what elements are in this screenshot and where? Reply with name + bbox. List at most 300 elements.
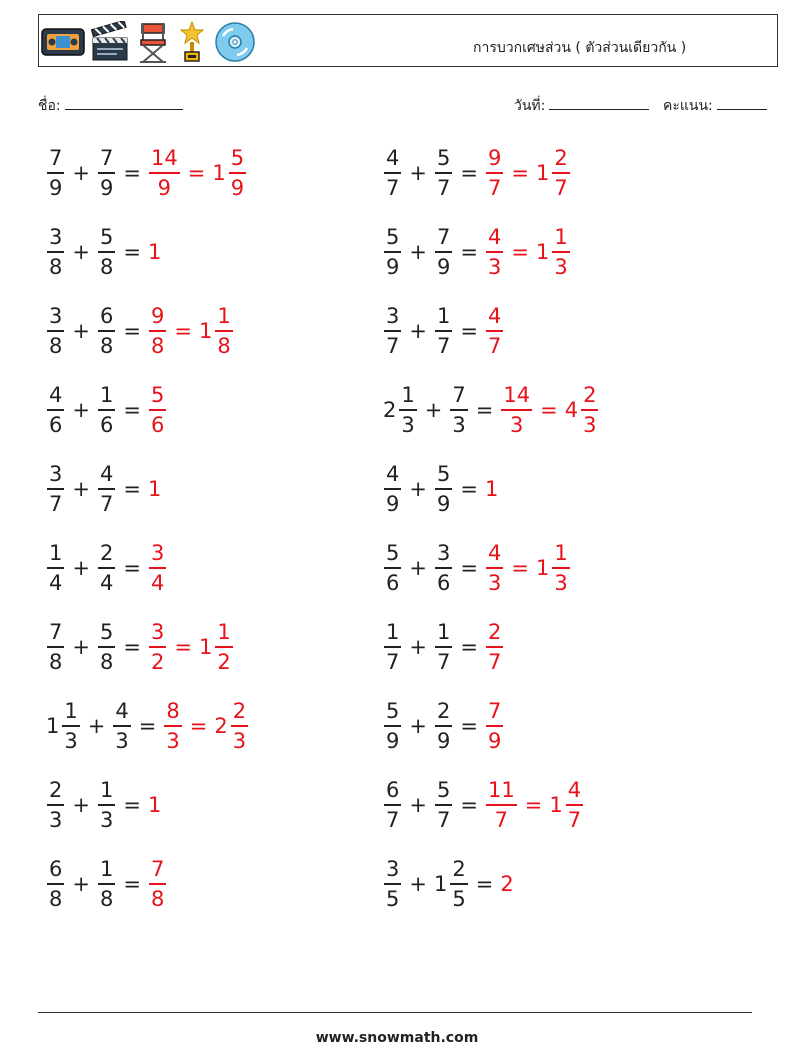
fraction-bar <box>215 646 232 648</box>
mixed-number <box>44 619 67 674</box>
denominator: 2 <box>150 649 165 674</box>
worksheet-header <box>38 14 778 67</box>
equals-sign: = <box>123 872 141 896</box>
fraction-bar <box>435 725 452 727</box>
fraction <box>98 382 115 437</box>
worksheet-title: การบวกเศษส่วน ( ตัวส่วนเดียวกัน ) <box>473 40 687 56</box>
score-blank <box>717 95 767 110</box>
denominator: 9 <box>386 254 400 279</box>
numerator: 1 <box>436 619 451 644</box>
fraction-bar <box>98 488 115 490</box>
fraction <box>47 145 64 200</box>
equals-sign: = <box>475 872 494 896</box>
fraction <box>384 145 401 200</box>
numerator: 1 <box>99 382 114 407</box>
denominator: 7 <box>487 333 502 358</box>
mixed-number <box>534 224 573 279</box>
fraction <box>435 224 452 279</box>
mixed-number <box>432 856 471 911</box>
fraction <box>384 619 401 674</box>
mixed-number <box>44 856 67 911</box>
mixed-number <box>197 619 236 674</box>
plus-sign: + <box>409 319 427 343</box>
mixed-number <box>95 303 118 358</box>
fraction <box>486 540 503 595</box>
fraction <box>486 777 517 832</box>
plus-sign: + <box>72 477 90 501</box>
fraction-bar <box>399 409 416 411</box>
plus-sign: + <box>409 635 427 659</box>
fraction-bar <box>450 883 467 885</box>
denominator: 7 <box>386 649 400 674</box>
mixed-number <box>146 619 169 674</box>
denominator: 8 <box>99 886 114 911</box>
fraction <box>215 303 232 358</box>
numerator: 1 <box>436 303 451 328</box>
fraction <box>384 303 401 358</box>
denominator: 7 <box>436 333 451 358</box>
problem-row <box>381 299 506 363</box>
fraction-bar <box>113 725 130 727</box>
mixed-number <box>447 382 470 437</box>
problem-row <box>381 773 586 837</box>
fraction-bar <box>486 251 503 253</box>
fraction <box>231 698 248 753</box>
fraction-bar <box>384 488 401 490</box>
mixed-number <box>381 540 404 595</box>
numerator: 4 <box>49 382 63 407</box>
fraction <box>486 698 503 753</box>
mixed-number <box>432 540 455 595</box>
fraction-bar <box>435 330 452 332</box>
fraction-bar <box>384 804 401 806</box>
numerator: 6 <box>386 777 400 802</box>
mixed-number <box>44 303 67 358</box>
fraction-bar <box>98 883 115 885</box>
date-field <box>514 95 649 117</box>
mixed-number <box>95 619 118 674</box>
fraction-bar <box>581 409 598 411</box>
denominator: 8 <box>150 886 165 911</box>
fraction <box>501 382 532 437</box>
problem-row <box>44 141 249 205</box>
denominator: 9 <box>157 175 172 200</box>
fraction <box>552 145 569 200</box>
plus-sign: + <box>72 635 90 659</box>
numerator: 11 <box>487 777 515 802</box>
numerator: 4 <box>386 461 400 486</box>
fraction <box>47 224 64 279</box>
fraction-bar <box>486 330 503 332</box>
plus-sign: + <box>409 872 427 896</box>
mixed-number <box>95 145 118 200</box>
mixed-number <box>161 698 184 753</box>
problem-row <box>44 220 161 284</box>
numerator: 5 <box>99 619 114 644</box>
numerator: 2 <box>583 382 597 407</box>
footer-divider <box>38 1012 752 1013</box>
mixed-number <box>381 461 404 516</box>
name-label: ชื่อ: <box>38 98 61 114</box>
fraction <box>149 303 166 358</box>
mixed-number <box>146 477 161 501</box>
mixed-number <box>483 619 506 674</box>
numerator: 7 <box>436 224 451 249</box>
mixed-number <box>483 303 506 358</box>
fraction <box>435 303 452 358</box>
fraction <box>552 540 569 595</box>
whole-part: 1 <box>212 161 226 185</box>
fraction <box>47 619 64 674</box>
denominator: 9 <box>436 254 451 279</box>
denominator: 8 <box>49 333 63 358</box>
whole-part: 1 <box>549 793 563 817</box>
denominator: 3 <box>64 728 78 753</box>
fraction-bar <box>435 488 452 490</box>
numerator: 9 <box>150 303 165 328</box>
plus-sign: + <box>72 556 90 580</box>
fraction-bar <box>149 567 166 569</box>
numerator: 3 <box>386 856 400 881</box>
denominator: 9 <box>386 728 400 753</box>
fraction <box>215 619 232 674</box>
equals-sign: = <box>189 714 208 738</box>
mixed-number <box>432 461 455 516</box>
mixed-number <box>432 145 455 200</box>
mixed-number <box>44 382 67 437</box>
mixed-number <box>432 303 455 358</box>
mixed-number <box>381 698 404 753</box>
numerator: 2 <box>554 145 568 170</box>
mixed-number <box>95 777 118 832</box>
fraction <box>566 777 583 832</box>
whole-part: 1 <box>198 635 213 659</box>
numerator: 3 <box>436 540 451 565</box>
mixed-number <box>534 540 573 595</box>
mixed-number <box>432 777 455 832</box>
equals-sign: = <box>460 477 478 501</box>
mixed-number <box>381 777 404 832</box>
fraction-bar <box>435 646 452 648</box>
fraction-bar <box>552 567 569 569</box>
whole-part: 2 <box>383 398 397 422</box>
fraction <box>486 619 503 674</box>
fraction-bar <box>98 567 115 569</box>
whole-part: 2 <box>214 714 228 738</box>
numerator: 5 <box>386 224 400 249</box>
denominator: 8 <box>99 254 114 279</box>
equals-sign: = <box>460 635 478 659</box>
equals-sign: = <box>460 793 478 817</box>
mixed-number <box>381 303 404 358</box>
plus-sign: + <box>409 556 427 580</box>
fraction-bar <box>47 251 64 253</box>
fraction-bar <box>486 172 503 174</box>
fraction <box>435 145 452 200</box>
plus-sign: + <box>424 398 443 422</box>
fraction <box>435 698 452 753</box>
fraction-bar <box>164 725 181 727</box>
denominator: 3 <box>99 807 114 832</box>
whole-part: 1 <box>147 477 162 501</box>
fraction-bar <box>552 251 569 253</box>
equals-sign: = <box>540 398 558 422</box>
mixed-number <box>95 382 118 437</box>
mixed-number <box>110 698 133 753</box>
denominator: 3 <box>487 570 502 595</box>
mixed-number <box>498 382 535 437</box>
denominator: 7 <box>554 175 568 200</box>
denominator: 6 <box>99 412 114 437</box>
whole-part: 1 <box>46 714 60 738</box>
whole-part: 1 <box>147 240 162 264</box>
equals-sign: = <box>511 240 529 264</box>
denominator: 7 <box>487 175 502 200</box>
denominator: 7 <box>487 649 502 674</box>
plus-sign: + <box>87 714 106 738</box>
numerator: 4 <box>386 145 400 170</box>
fraction-bar <box>215 330 232 332</box>
fraction <box>47 303 64 358</box>
denominator: 8 <box>99 649 114 674</box>
plus-sign: + <box>409 714 427 738</box>
denominator: 7 <box>99 491 114 516</box>
mixed-number <box>146 540 169 595</box>
numerator: 4 <box>487 540 502 565</box>
numerator: 1 <box>64 698 78 723</box>
problem-row <box>44 536 169 600</box>
mixed-number <box>483 145 506 200</box>
fraction <box>98 856 115 911</box>
denominator: 7 <box>386 807 400 832</box>
equals-sign: = <box>524 793 543 817</box>
denominator: 9 <box>99 175 114 200</box>
videotape-icon <box>41 27 85 57</box>
equals-sign: = <box>123 635 141 659</box>
problem-row <box>381 536 573 600</box>
denominator: 7 <box>49 491 63 516</box>
numerator: 3 <box>49 461 63 486</box>
fraction <box>399 382 416 437</box>
fraction <box>229 145 246 200</box>
fraction-bar <box>47 172 64 174</box>
fraction-bar <box>149 330 166 332</box>
fraction <box>149 856 166 911</box>
denominator: 7 <box>436 649 451 674</box>
plus-sign: + <box>409 240 427 264</box>
mixed-number <box>44 698 83 753</box>
denominator: 3 <box>554 570 568 595</box>
equals-sign: = <box>460 240 478 264</box>
denominator: 7 <box>386 333 400 358</box>
fraction-bar <box>384 251 401 253</box>
fraction <box>98 540 115 595</box>
plus-sign: + <box>72 319 90 343</box>
equals-sign: = <box>174 635 192 659</box>
numerator: 2 <box>99 540 114 565</box>
denominator: 3 <box>401 412 415 437</box>
denominator: 6 <box>150 412 165 437</box>
fraction-bar <box>98 409 115 411</box>
fraction-bar <box>98 251 115 253</box>
fraction-bar <box>47 567 64 569</box>
mixed-number <box>146 145 183 200</box>
plus-sign: + <box>409 477 427 501</box>
denominator: 3 <box>166 728 180 753</box>
numerator: 3 <box>150 619 165 644</box>
numerator: 5 <box>436 145 451 170</box>
fraction <box>164 698 181 753</box>
fraction-bar <box>229 172 246 174</box>
fraction-bar <box>486 567 503 569</box>
equals-sign: = <box>123 319 141 343</box>
denominator: 7 <box>436 807 451 832</box>
numerator: 5 <box>230 145 245 170</box>
fraction <box>149 382 166 437</box>
fraction <box>435 619 452 674</box>
denominator: 7 <box>386 175 400 200</box>
plus-sign: + <box>72 240 90 264</box>
fraction-bar <box>435 251 452 253</box>
mixed-number <box>95 856 118 911</box>
fraction-bar <box>384 330 401 332</box>
fraction-bar <box>384 646 401 648</box>
whole-part: 1 <box>147 793 162 817</box>
fraction <box>450 382 467 437</box>
mixed-number <box>432 224 455 279</box>
score-label: คะแนน: <box>663 98 713 114</box>
numerator: 7 <box>150 856 165 881</box>
mixed-number <box>381 382 420 437</box>
fraction <box>98 777 115 832</box>
fraction-bar <box>384 172 401 174</box>
numerator: 4 <box>115 698 129 723</box>
numerator: 2 <box>49 777 63 802</box>
denominator: 8 <box>150 333 165 358</box>
fraction <box>47 856 64 911</box>
fraction-bar <box>552 172 569 174</box>
fraction-bar <box>62 725 79 727</box>
problem-row <box>44 773 161 837</box>
mixed-number <box>381 856 404 911</box>
numerator: 5 <box>99 224 114 249</box>
numerator: 14 <box>150 145 178 170</box>
mixed-number <box>210 145 249 200</box>
denominator: 9 <box>436 491 451 516</box>
fraction-bar <box>47 409 64 411</box>
mixed-number <box>483 540 506 595</box>
mixed-number <box>95 540 118 595</box>
denominator: 4 <box>99 570 114 595</box>
whole-part: 1 <box>535 240 550 264</box>
numerator: 5 <box>150 382 165 407</box>
problem-row <box>44 852 169 916</box>
equals-sign: = <box>460 556 478 580</box>
mixed-number <box>432 698 455 753</box>
equals-sign: = <box>123 161 141 185</box>
numerator: 5 <box>386 540 400 565</box>
fraction <box>384 777 401 832</box>
mixed-number <box>95 461 118 516</box>
numerator: 9 <box>487 145 502 170</box>
fraction-bar <box>47 488 64 490</box>
denominator: 8 <box>49 886 63 911</box>
fraction <box>149 145 180 200</box>
equals-sign: = <box>123 398 141 422</box>
whole-part: 2 <box>500 872 514 896</box>
numerator: 7 <box>487 698 502 723</box>
denominator: 3 <box>554 254 568 279</box>
mixed-number <box>432 619 455 674</box>
problem-row <box>44 615 236 679</box>
numerator: 2 <box>452 856 466 881</box>
numerator: 7 <box>49 145 63 170</box>
mixed-number <box>44 540 67 595</box>
mixed-number <box>483 777 520 832</box>
denominator: 3 <box>583 412 597 437</box>
denominator: 6 <box>49 412 63 437</box>
denominator: 7 <box>436 175 451 200</box>
whole-part: 1 <box>535 161 550 185</box>
denominator: 3 <box>452 412 466 437</box>
fraction <box>384 224 401 279</box>
fraction-bar <box>98 646 115 648</box>
mixed-number <box>547 777 586 832</box>
numerator: 3 <box>386 303 400 328</box>
numerator: 14 <box>503 382 531 407</box>
fraction-bar <box>47 883 64 885</box>
problem-row <box>44 694 251 758</box>
numerator: 4 <box>487 224 502 249</box>
numerator: 1 <box>554 540 568 565</box>
problem-row <box>381 457 498 521</box>
equals-sign: = <box>123 477 141 501</box>
fraction-bar <box>435 172 452 174</box>
whole-part: 4 <box>564 398 579 422</box>
plus-sign: + <box>72 398 90 422</box>
fraction <box>98 461 115 516</box>
fraction <box>384 540 401 595</box>
mixed-number <box>483 477 498 501</box>
fraction-bar <box>98 172 115 174</box>
numerator: 5 <box>436 461 451 486</box>
fraction <box>47 382 64 437</box>
numerator: 3 <box>49 224 63 249</box>
numerator: 1 <box>99 856 114 881</box>
equals-sign: = <box>511 161 529 185</box>
clapperboard-icon <box>91 21 129 63</box>
fraction-bar <box>486 646 503 648</box>
numerator: 1 <box>99 777 114 802</box>
denominator: 8 <box>49 649 63 674</box>
denominator: 5 <box>386 886 400 911</box>
numerator: 1 <box>401 382 415 407</box>
equals-sign: = <box>511 556 529 580</box>
fraction <box>435 540 452 595</box>
fraction <box>98 224 115 279</box>
whole-part: 1 <box>198 319 213 343</box>
score-field <box>663 95 767 117</box>
denominator: 9 <box>487 728 502 753</box>
fraction-bar <box>486 725 503 727</box>
fraction-bar <box>435 804 452 806</box>
fraction <box>47 540 64 595</box>
mixed-number <box>146 793 161 817</box>
fraction-bar <box>47 330 64 332</box>
cd-disc-icon <box>213 20 257 64</box>
header-icons <box>41 19 257 65</box>
problem-row <box>381 615 506 679</box>
